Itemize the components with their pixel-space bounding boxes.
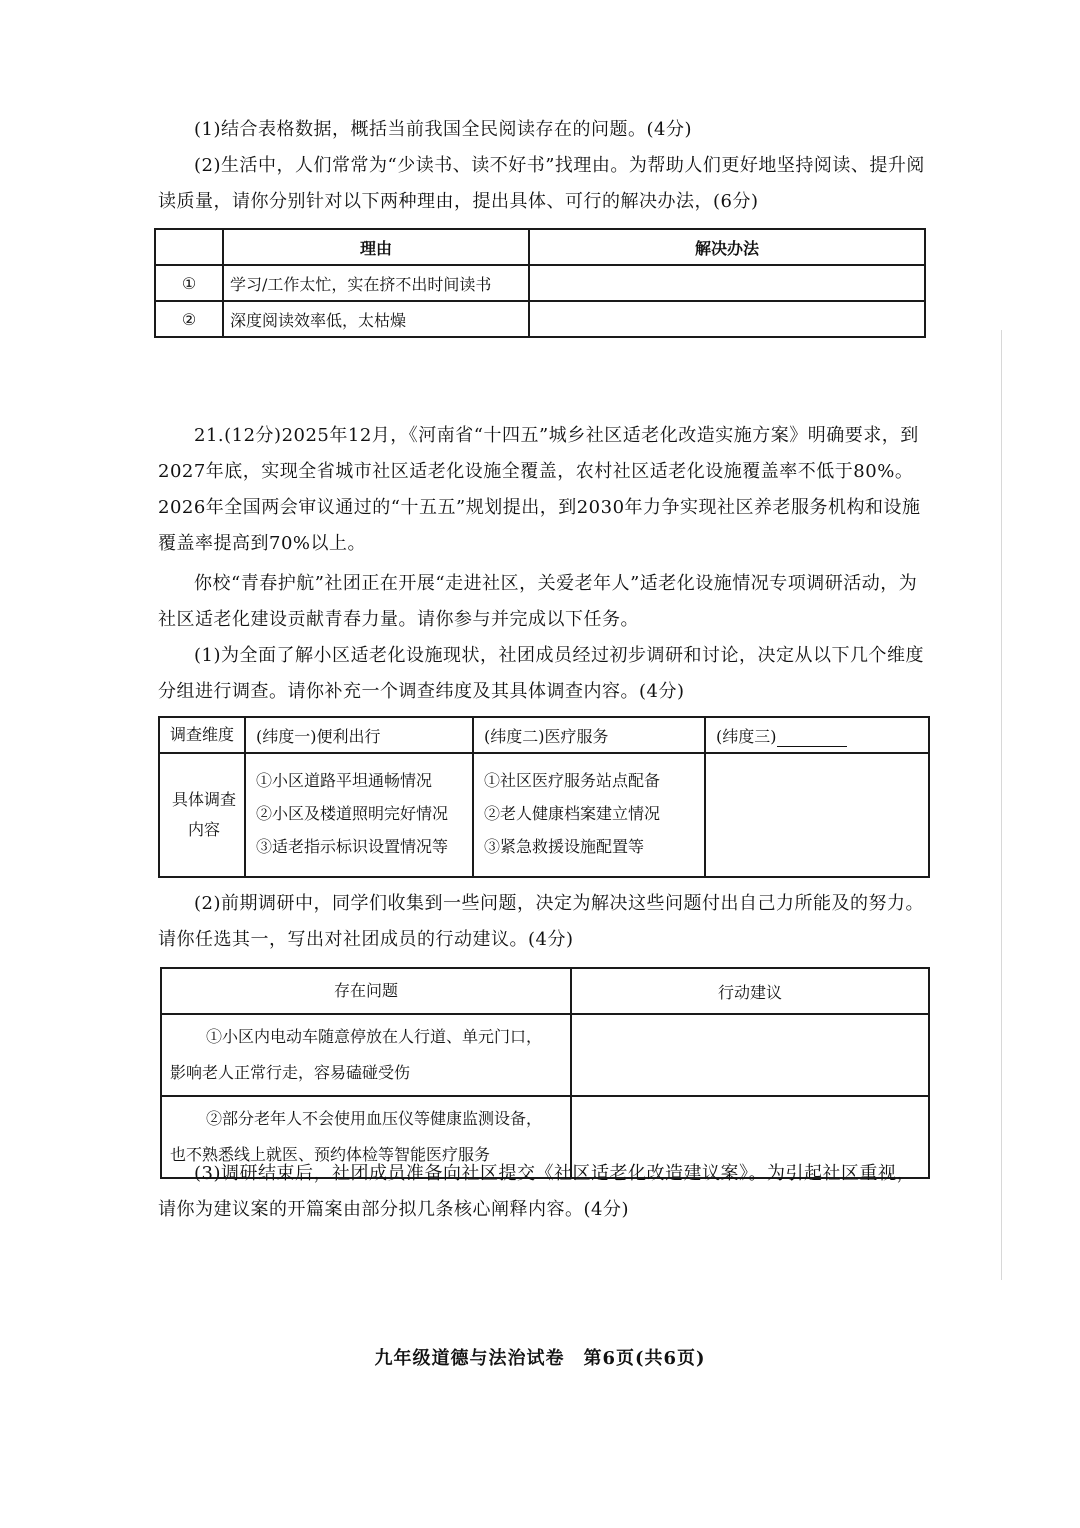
table-row	[155, 265, 925, 301]
solution-answer-cell[interactable]	[529, 265, 925, 301]
reasons-table	[154, 228, 926, 338]
reason-cell: 学习/工作太忙，实在挤不出时间读书	[223, 265, 529, 301]
dimension-two-header: (纬度二)医疗服务	[473, 717, 705, 753]
page-footer: 九年级道德与法治试卷 第6页(共6页)	[374, 1348, 706, 1369]
list-item: ①小区道路平坦通畅情况	[256, 771, 433, 790]
q21-part3: (3)调研结束后，社团成员准备向社区提交《社区适老化改造建议案》。为引起社区重视，请你为建议案的开篇案由部分拟几条核心阐释内容。(4分)	[158, 1163, 915, 1220]
reason-cell: 深度阅读效率低，太枯燥	[223, 301, 529, 337]
reasons-table-header-solution: 解决办法	[529, 229, 925, 265]
q21-activity: 你校“青春护航”社团正在开展“走进社区，关爱老年人”适老化设施情况专项调研活动，为社区适老化建设贡献青春力量。请你参与并完成以下任务。	[158, 573, 918, 630]
solution-answer-cell[interactable]	[529, 301, 925, 337]
reasons-table-header-reason: 理由	[223, 229, 529, 265]
table-row	[161, 1014, 929, 1096]
dimension-three-label: (纬度三)	[716, 726, 777, 746]
problem-text-line: 影响老人正常行走，容易磕碰受伤	[170, 1063, 411, 1082]
q21-part1: (1)为全面了解小区适老化设施现状，社团成员经过初步调研和讨论，决定从以下几个维度分组进行调查。请你补充一个调查纬度及其具体调查内容。(4分)	[158, 645, 924, 702]
list-item: ①社区医疗服务站点配备	[484, 771, 661, 790]
dimension-one-content	[245, 753, 473, 877]
table-row	[159, 753, 929, 877]
q21-intro: 21.(12分)2025年12月，《河南省“十四五”城乡社区适老化改造实施方案》明确要求，到2027年底，实现全省城市社区适老化设施全覆盖，农村社区适老化设施覆盖率不低于80%。2026年全国两会审议通过的“十五五”规划提出，到2030年力争实现社区养老服务机构和设施覆盖率提高到70%以上。	[158, 425, 921, 554]
table-row	[155, 301, 925, 337]
dimension-three-blank[interactable]	[777, 730, 847, 747]
dimension-three-header	[705, 717, 929, 753]
list-item: ②老人健康档案建立情况	[484, 804, 661, 823]
row-number: ①	[155, 265, 223, 301]
dimension-one-header: (纬度一)便利出行	[245, 717, 473, 753]
survey-dimension-table	[158, 716, 930, 878]
q21-part2: (2)前期调研中，同学们收集到一些问题，决定为解决这些问题付出自己力所能及的努力。请你任选其一，写出对社团成员的行动建议。(4分)	[158, 893, 924, 950]
suggestion-answer-cell[interactable]	[571, 1014, 929, 1096]
list-item: ③紧急救援设施配置等	[484, 837, 645, 856]
reasons-table-header-blank	[155, 229, 223, 265]
suggestion-header: 行动建议	[571, 968, 929, 1014]
problem-header: 存在问题	[161, 968, 571, 1014]
dimension-header: 调查维度	[159, 717, 245, 753]
list-item: ②小区及楼道照明完好情况	[256, 804, 449, 823]
content-row-header: 具体调查内容	[159, 753, 245, 877]
action-suggestion-table	[160, 967, 930, 1179]
problem-cell	[161, 1014, 571, 1096]
dimension-three-answer-cell[interactable]	[705, 753, 929, 877]
problem-text-line: 也不熟悉线上就医、预约体检等智能医疗服务	[170, 1145, 491, 1164]
scan-edge-line	[1001, 330, 1002, 1280]
q20-part1: (1)结合表格数据，概括当前我国全民阅读存在的问题。(4分)	[194, 119, 692, 140]
problem-text-line: ①小区内电动车随意停放在人行道、单元门口，	[206, 1027, 543, 1046]
problem-text-line: ②部分老年人不会使用血压仪等健康监测设备，	[206, 1109, 543, 1128]
list-item: ③适老指示标识设置情况等	[256, 837, 449, 856]
q20-part2: (2)生活中，人们常常为“少读书、读不好书”找理由。为帮助人们更好地坚持阅读、提升阅读质量，请你分别针对以下两种理由，提出具体、可行的解决办法，(6分)	[158, 155, 925, 212]
row-number: ②	[155, 301, 223, 337]
dimension-two-content	[473, 753, 705, 877]
